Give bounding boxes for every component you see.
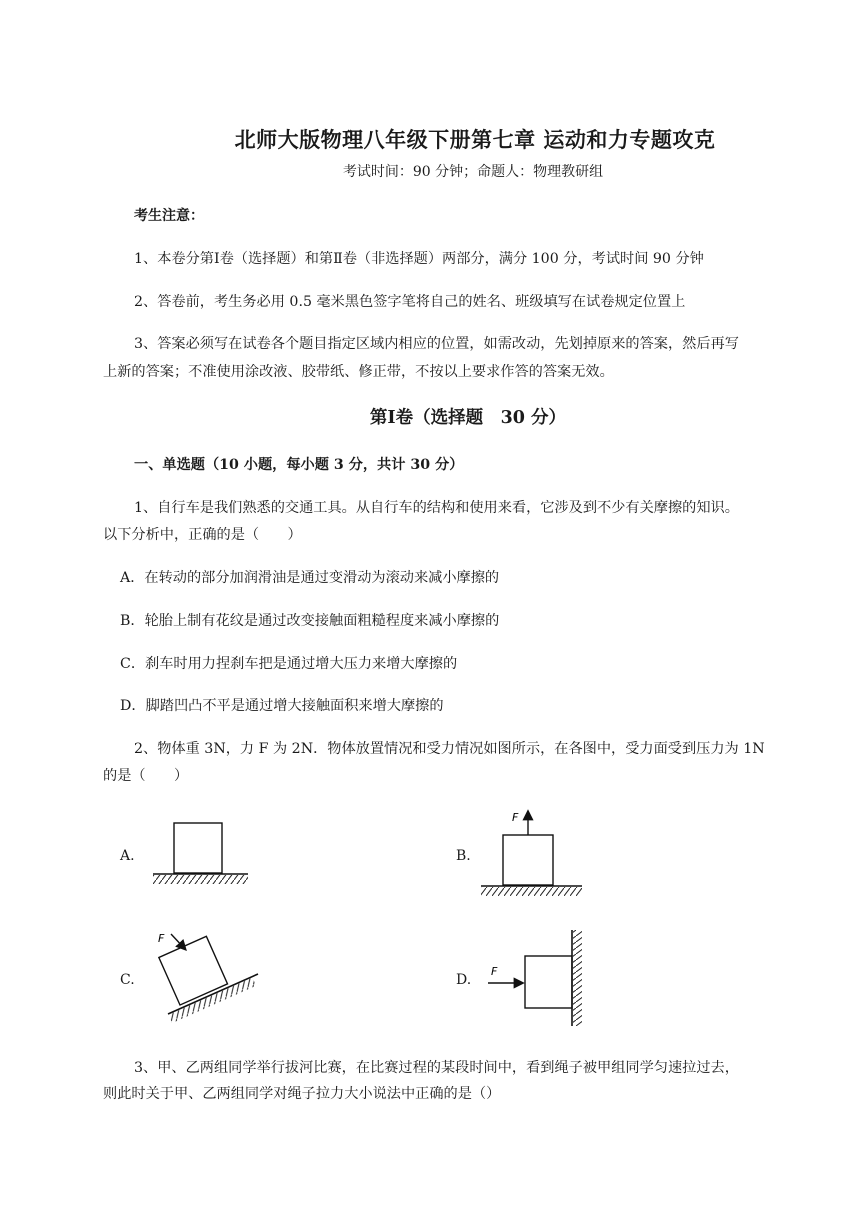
ground-hatch (481, 887, 582, 896)
notice-item-continued: 上新的答案；不准使用涂改液、胶带纸、修正带，不按以上要求作答的答案无效。 (103, 364, 614, 380)
page-title: 北师大版物理八年级下册第七章 运动和力专题攻克 (234, 127, 716, 152)
figure-a-diagram (153, 823, 248, 884)
figure-a-label: A. (120, 848, 135, 864)
figure-c-diagram (158, 932, 258, 1023)
notice-item: 3、答案必须写在试卷各个题目指定区域内相应的位置，如需改动，先划掉原来的答案，然后再写 (134, 336, 739, 352)
notice-item: 2、答卷前，考生务必用 0.5 毫米黑色签字笔将自己的姓名、班级填写在试卷规定位置上 (134, 294, 686, 310)
part-heading: 一、单选题（10 小题，每小题 3 分，共计 30 分） (134, 457, 464, 473)
question-1-option-d: D．脚踏凹凸不平是通过增大接触面积来增大摩擦的 (120, 698, 444, 714)
wall-hatch (573, 930, 582, 1026)
ground-hatch (153, 875, 248, 884)
question-1-stem: 1、自行车是我们熟悉的交通工具。从自行车的结构和使用来看，它涉及到不少有关摩擦的知识。 (134, 500, 739, 516)
figure-d-label: D. (456, 972, 472, 988)
block (525, 956, 572, 1008)
question-2-stem-continued: 的是（ ） (103, 768, 189, 784)
question-3-stem: 3、甲、乙两组同学举行拔河比赛，在比赛过程的某段时间中，看到绳子被甲组同学匀速拉过去， (134, 1060, 739, 1076)
question-1-option-c: C．刹车时用力捏刹车把是通过增大压力来增大摩擦的 (120, 656, 458, 672)
figure-c-label: C. (120, 972, 135, 988)
notice-heading: 考生注意： (134, 208, 204, 224)
force-arrow-diagonal (171, 934, 185, 949)
force-label: F (491, 965, 498, 978)
figure-b-label: B. (456, 848, 471, 864)
block (174, 823, 222, 873)
question-2-stem: 2、物体重 3N，力 F 为 2N．物体放置情况和受力情况如图所示，在各图中，受力面受到压力为 1N (134, 741, 765, 757)
figure-d-diagram (488, 930, 582, 1026)
section-title: 第Ⅰ卷（选择题 30 分） (369, 408, 567, 428)
figure-b-diagram (481, 811, 582, 896)
force-label: F (158, 932, 165, 945)
block (503, 835, 553, 885)
question-3-stem-continued: 则此时关于甲、乙两组同学对绳子拉力大小说法中正确的是（） (103, 1086, 501, 1102)
exam-info: 考试时间：90 分钟；命题人：物理教研组 (342, 164, 604, 180)
question-1-option-b: B．轮胎上制有花纹是通过改变接触面粗糙程度来减小摩擦的 (120, 613, 500, 629)
question-1-option-a: A．在转动的部分加润滑油是通过变滑动为滚动来减小摩擦的 (120, 570, 500, 586)
notice-item: 1、本卷分第Ⅰ卷（选择题）和第Ⅱ卷（非选择题）两部分，满分 100 分，考试时间 90 分钟 (134, 251, 704, 267)
force-label: F (512, 811, 519, 824)
question-1-stem-continued: 以下分析中，正确的是（ ） (103, 527, 302, 543)
